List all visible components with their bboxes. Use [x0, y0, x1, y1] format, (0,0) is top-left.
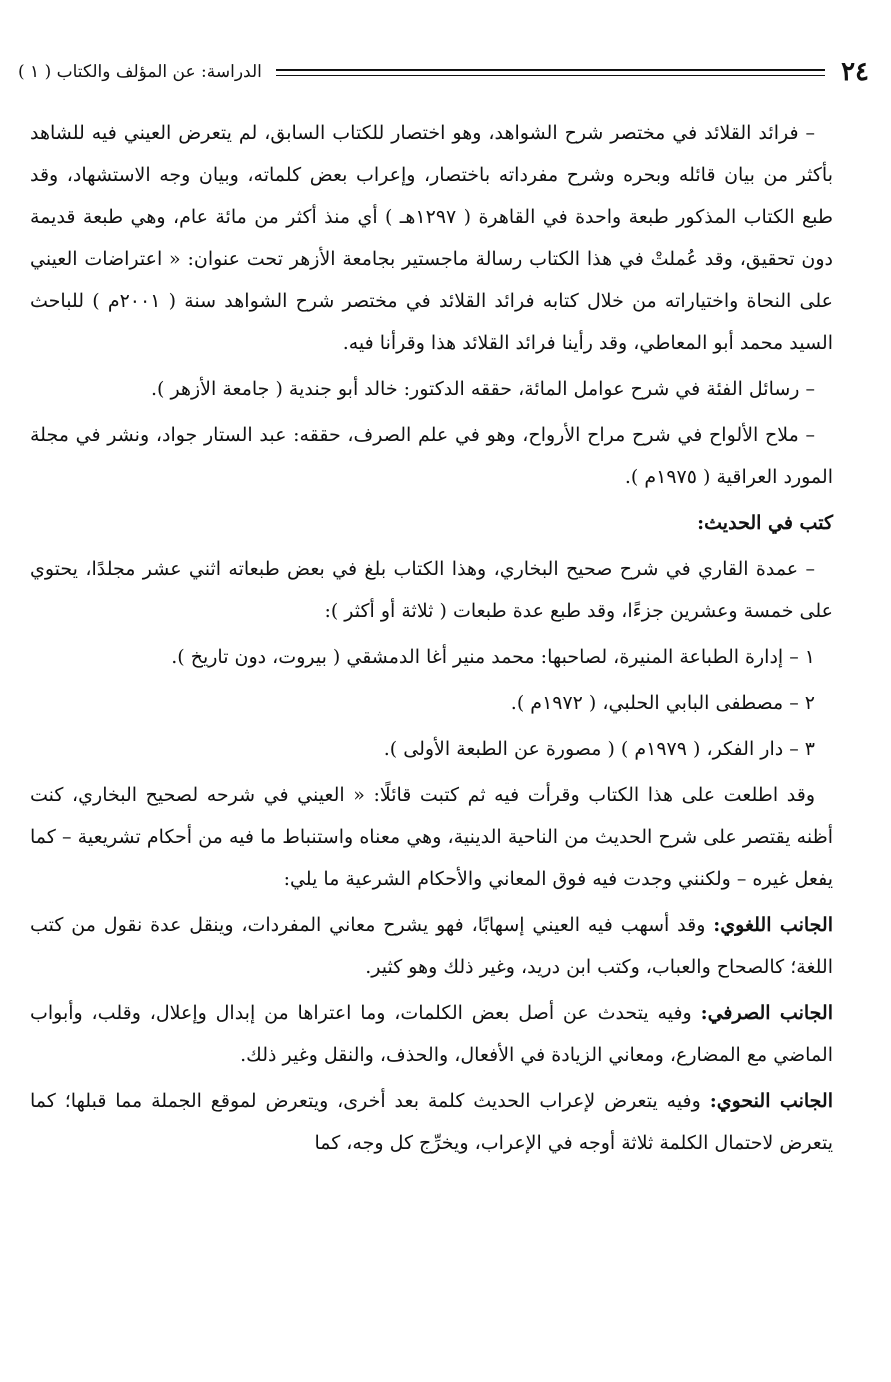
page-body	[30, 112, 833, 1168]
list-item-edition-1: ١ – إدارة الطباعة المنيرة، لصاحبها: محمد منير أغا الدمشقي ( بيروت، دون تاريخ ).	[171, 646, 815, 668]
paragraph-rasail: – رسائل الفئة في شرح عوامل المائة، حققه الدكتور: خالد أبو جندية ( جامعة الأزهر ).	[151, 378, 815, 400]
paragraph-linguistic	[30, 904, 833, 988]
paragraph-syntactic	[30, 1080, 833, 1164]
list-item-edition-3: ٣ – دار الفكر، ( ١٩٧٩م ) ( مصورة عن الطبعة الأولى ).	[383, 738, 815, 760]
page-number: ٢٤	[841, 57, 869, 87]
paragraph-faraid: – فرائد القلائد في مختصر شرح الشواهد، وهو اختصار للكتاب السابق، لم يتعرض العيني فيه للشاهد بأكثر من بيان قائله وبحره وشرح مفرداته باختصار، وإعراب بعض كلماته، وبيان وجه الاستشهاد، وقد طبع الكتاب المذكور طبعة واحدة في القاهرة ( ١٢٩٧هـ ) أي منذ أكثر من مائة عام، وهي طبعة قديمة دون تحقيق، وقد عُملتْ في هذا الكتاب رسالة ماجستير بجامعة الأزهر تحت عنوان: « اعتراضات العيني على النحاة واختياراته من خلال كتابه فرائد القلائد في مختصر شرح الشواهد سنة ( ٢٠٠١م ) للباحث السيد محمد أبو المعاطي، وقد رأينا فرائد القلائد هذا وقرأنا فيه.	[30, 122, 833, 354]
paragraph-review: وقد اطلعت على هذا الكتاب وقرأت فيه ثم كتبت قائلًا: « العيني في شرحه لصحيح البخاري، كنت أظنه يقتصر على شرح الحديث من الناحية الدينية، وهي معناه واستنباط ما فيه من أحكام تشريعية – كما يفعل غيره – ولكنني وجدت فيه فوق المعاني والأحكام الشرعية ما يلي:	[30, 784, 833, 890]
paragraph-umdat: – عمدة القاري في شرح صحيح البخاري، وهذا الكتاب بلغ في بعض طبعاته اثني عشر مجلدًا، يحتوي على خمسة وعشرين جزءًا، وقد طبع عدة طبعات ( ثلاثة أو أكثر ):	[30, 558, 833, 622]
paragraph-malah: – ملاح الألواح في شرح مراح الأرواح، وهو في علم الصرف، حققه: عبد الستار جواد، ونشر في مجلة المورد العراقية ( ١٩٧٥م ).	[30, 424, 833, 488]
text-syntactic: وفيه يتعرض لإعراب الحديث كلمة بعد أخرى، ويتعرض لموقع الجملة مما قبلها؛ كما يتعرض لاحتمال الكلمة ثلاثة أوجه في الإعراب، ويخرِّج كل وجه، كما	[30, 1090, 833, 1154]
header-rule	[276, 69, 825, 76]
text-morphological: وفيه يتحدث عن أصل بعض الكلمات، وما اعتراها من إبدال وإعلال، وقلب، وأبواب الماضي مع المضارع، ومعاني الزيادة في الأفعال، والحذف، والنقل وغير ذلك.	[30, 1002, 833, 1066]
term-syntactic: الجانب النحوي:	[709, 1090, 833, 1112]
page-header	[18, 52, 869, 92]
term-linguistic: الجانب اللغوي:	[713, 914, 833, 936]
running-title: الدراسة: عن المؤلف والكتاب ( ١ )	[18, 62, 262, 82]
term-morphological: الجانب الصرفي:	[700, 1002, 833, 1024]
text-linguistic: وقد أسهب فيه العيني إسهابًا، فهو يشرح معاني المفردات، وينقل عدة نقول من كتب اللغة؛ كالصحاح والعباب، وكتب ابن دريد، وغير ذلك وهو كثير.	[30, 914, 833, 978]
section-heading-hadith: كتب في الحديث:	[697, 512, 833, 534]
list-item-edition-2: ٢ – مصطفى البابي الحلبي، ( ١٩٧٢م ).	[510, 692, 815, 714]
paragraph-morphological	[30, 992, 833, 1076]
